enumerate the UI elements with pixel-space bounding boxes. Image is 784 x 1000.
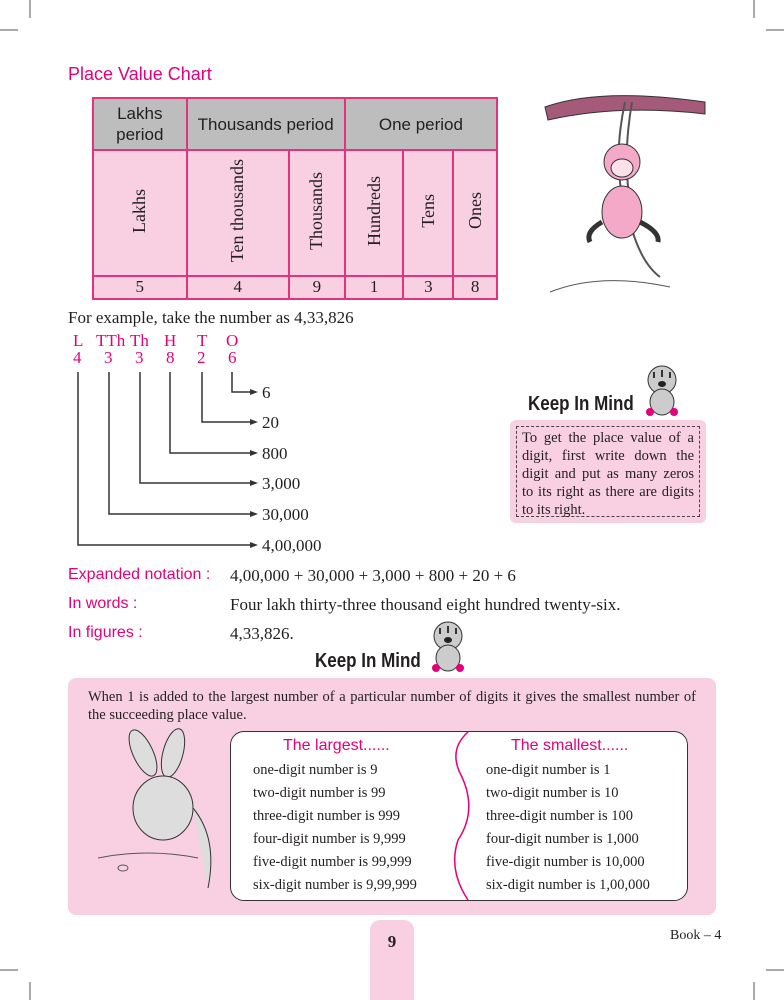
book-label: Book – 4 [670, 928, 722, 943]
place-header: Lakhs [129, 188, 150, 233]
page-number: 9 [387, 932, 397, 951]
rabbit-illustration [98, 728, 238, 893]
period-header: Lakhs period [93, 98, 187, 150]
smallest-item: five-digit number is 10,000 [486, 854, 645, 870]
keep-in-mind-box [510, 420, 706, 523]
place-value: 30,000 [262, 505, 309, 524]
place-abbrev: L [73, 331, 84, 350]
period-header: Thousands period [187, 98, 345, 150]
words-label: In words : [68, 595, 138, 612]
place-value: 4,00,000 [262, 536, 322, 555]
period-header: One period [345, 98, 497, 150]
place-header: Thousands [306, 171, 327, 250]
monkey-illustration [540, 82, 710, 307]
place-value: 6 [262, 383, 271, 402]
example-digit: 2 [197, 348, 206, 367]
example-digit: 3 [135, 348, 144, 367]
place-value-cell: 1 [345, 276, 404, 299]
smallest-item: three-digit number is 100 [486, 808, 633, 824]
example-digit: 4 [73, 348, 82, 367]
keep-in-mind-text: To get the place value of a digit, first write down the digit and put as many zeros to its right as there are digits to its right. [516, 426, 700, 517]
place-value-cell: 4 [187, 276, 289, 299]
place-abbrev: Th [130, 331, 149, 350]
place-value: 20 [262, 413, 279, 432]
place-value: 3,000 [262, 474, 301, 493]
smallest-heading: The smallest...... [511, 737, 629, 754]
page-number-tab [370, 920, 414, 1000]
place-abbrev: T [197, 331, 208, 350]
example-intro: For example, take the number as 4,33,826 [68, 308, 354, 327]
largest-list [253, 759, 417, 897]
expanded-value: 4,00,000 + 30,000 + 3,000 + 800 + 20 + 6 [230, 566, 516, 585]
smallest-item: one-digit number is 1 [486, 762, 611, 778]
keep-in-mind-heading: Keep In Mind [315, 650, 421, 672]
place-header: Ones [464, 192, 485, 230]
keep-in-mind-text: When 1 is added to the largest number of a particular number of digits it gives the smallest number of the succeeding place value. [88, 689, 696, 723]
example-digit: 6 [228, 348, 237, 367]
largest-item: five-digit number is 99,999 [253, 854, 412, 870]
place-header: Tens [417, 193, 438, 228]
tiger-icon [424, 618, 478, 673]
section-title: Place Value Chart [68, 64, 212, 84]
place-header: Hundreds [363, 175, 384, 246]
largest-item: two-digit number is 99 [253, 785, 386, 801]
figures-label: In figures : [68, 624, 143, 641]
expanded-label: Expanded notation : [68, 566, 211, 583]
smallest-item: four-digit number is 1,000 [486, 831, 639, 847]
words-value: Four lakh thirty-three thousand eight hundred twenty-six. [230, 595, 621, 614]
place-value-cell: 5 [93, 276, 187, 299]
place-abbrev: TTh [96, 331, 126, 350]
smallest-list [486, 759, 650, 897]
place-abbrev: H [164, 331, 177, 350]
largest-item: three-digit number is 999 [253, 808, 400, 824]
smallest-item: two-digit number is 10 [486, 785, 619, 801]
place-value-arrows [0, 0, 300, 560]
example-digit: 3 [104, 348, 113, 367]
largest-item: four-digit number is 9,999 [253, 831, 406, 847]
place-value-cell: 8 [453, 276, 497, 299]
place-header: Ten thousands [227, 158, 248, 263]
tiger-icon [638, 362, 692, 417]
keep-in-mind-heading: Keep In Mind [528, 393, 634, 415]
largest-heading: The largest...... [283, 737, 390, 754]
place-value-cell: 9 [289, 276, 345, 299]
place-value-cell: 3 [403, 276, 453, 299]
largest-item: one-digit number is 9 [253, 762, 378, 778]
wavy-divider [443, 730, 483, 902]
figures-value: 4,33,826. [230, 624, 294, 643]
largest-smallest-panel [230, 731, 688, 901]
place-abbrev: O [226, 331, 239, 350]
place-value: 800 [262, 444, 288, 463]
smallest-item: six-digit number is 1,00,000 [486, 877, 650, 893]
example-digit: 8 [166, 348, 175, 367]
largest-item: six-digit number is 9,99,999 [253, 877, 417, 893]
